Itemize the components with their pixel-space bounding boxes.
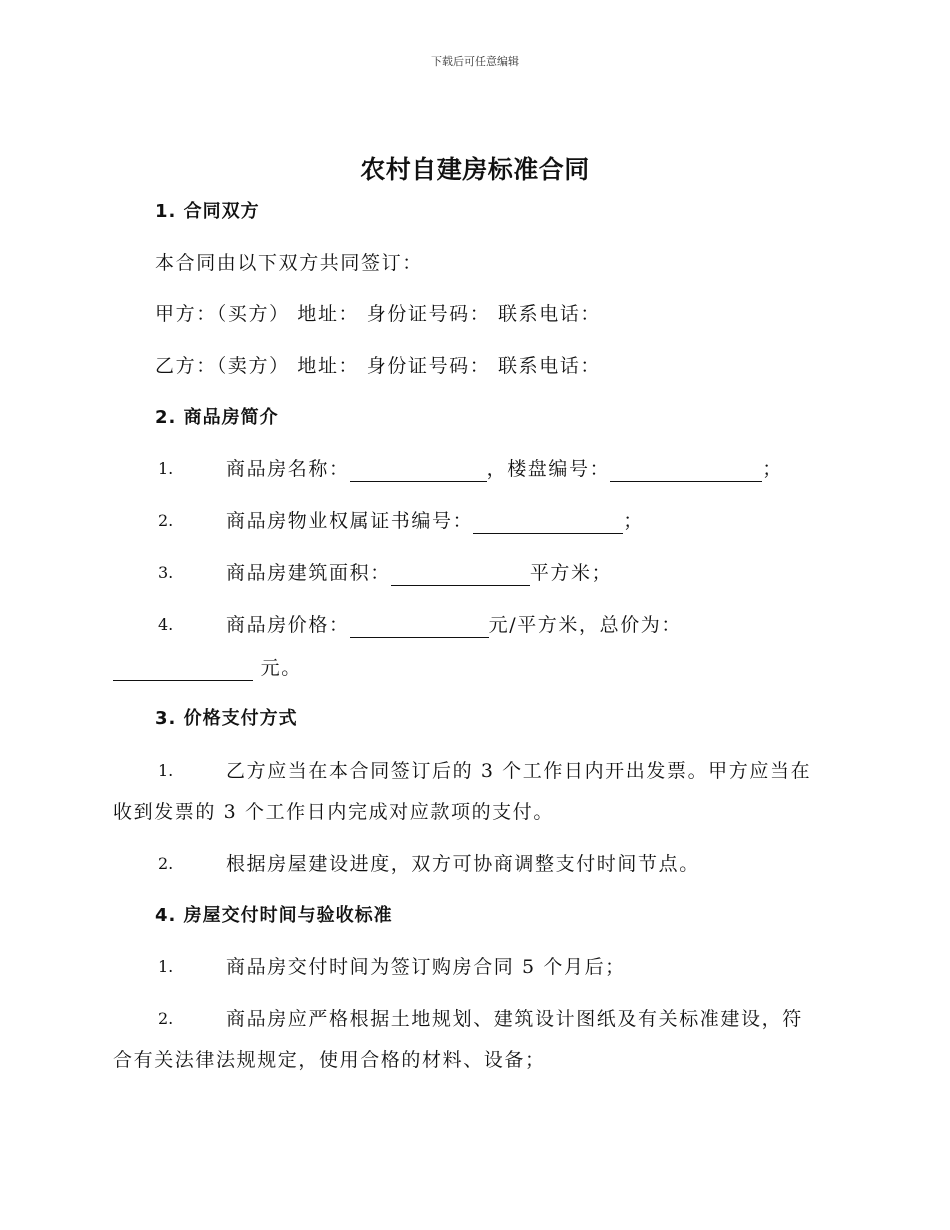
- page-header: 下载后可任意编辑: [431, 55, 519, 68]
- item-label: 元/平方米，总价为：: [488, 614, 683, 636]
- item-number: 4.: [158, 615, 174, 634]
- item-label: 商品房价格：: [226, 614, 350, 636]
- item-text: [226, 612, 682, 638]
- item-text: 商品房应严格根据土地规划、建筑设计图纸及有关标准建设，符: [226, 1008, 803, 1030]
- fill-blank: [610, 461, 762, 482]
- section-heading-delivery: 4. 房屋交付时间与验收标准: [155, 905, 393, 926]
- item-text: 根据房屋建设进度，双方可协商调整支付时间节点。: [226, 853, 700, 875]
- list-item-continuation: 收到发票的 3 个工作日内完成对应款项的支付。: [113, 801, 554, 823]
- fill-blank: [473, 513, 623, 534]
- item-label: 平方米；: [529, 562, 613, 584]
- item-number: 1.: [158, 459, 174, 478]
- item-text: 乙方应当在本合同签订后的 3 个工作日内开出发票。甲方应当在: [226, 760, 812, 782]
- fill-blank: [350, 617, 489, 638]
- item-number: 3.: [158, 563, 174, 582]
- section-heading-payment: 3. 价格支付方式: [155, 708, 298, 729]
- list-item-continuation: 合有关法律法规规定，使用合格的材料、设备；: [113, 1049, 546, 1071]
- fill-blank: [391, 565, 530, 586]
- item-number: 1.: [158, 761, 174, 780]
- item-number: 2.: [158, 854, 174, 873]
- item-text: [226, 560, 612, 586]
- fill-blank: [350, 461, 487, 482]
- list-item-continuation: [113, 655, 950, 681]
- parties-intro: 本合同由以下双方共同签订：: [155, 252, 423, 274]
- document-title: 农村自建房标准合同: [360, 155, 590, 184]
- item-label: 商品房物业权属证书编号：: [226, 510, 474, 532]
- party-b-line: 乙方：（卖方） 地址： 身份证号码： 联系电话：: [155, 355, 602, 377]
- item-label: 商品房建筑面积：: [226, 562, 391, 584]
- section-heading-parties: 1. 合同双方: [155, 201, 260, 222]
- item-label: ，楼盘编号：: [486, 458, 611, 480]
- item-label: 元。: [253, 657, 302, 679]
- item-text: [226, 508, 644, 534]
- item-number: 1.: [158, 957, 174, 976]
- item-number: 2.: [158, 511, 174, 530]
- item-label: ；: [762, 458, 783, 480]
- item-label: 商品房名称：: [226, 458, 350, 480]
- item-text: [226, 456, 783, 482]
- party-a-line: 甲方：（买方） 地址： 身份证号码： 联系电话：: [155, 303, 602, 325]
- item-label: ；: [623, 510, 644, 532]
- fill-blank: [113, 660, 253, 681]
- item-number: 2.: [158, 1009, 174, 1028]
- section-heading-property: 2. 商品房简介: [155, 407, 279, 428]
- item-text: 商品房交付时间为签订购房合同 5 个月后；: [226, 956, 626, 978]
